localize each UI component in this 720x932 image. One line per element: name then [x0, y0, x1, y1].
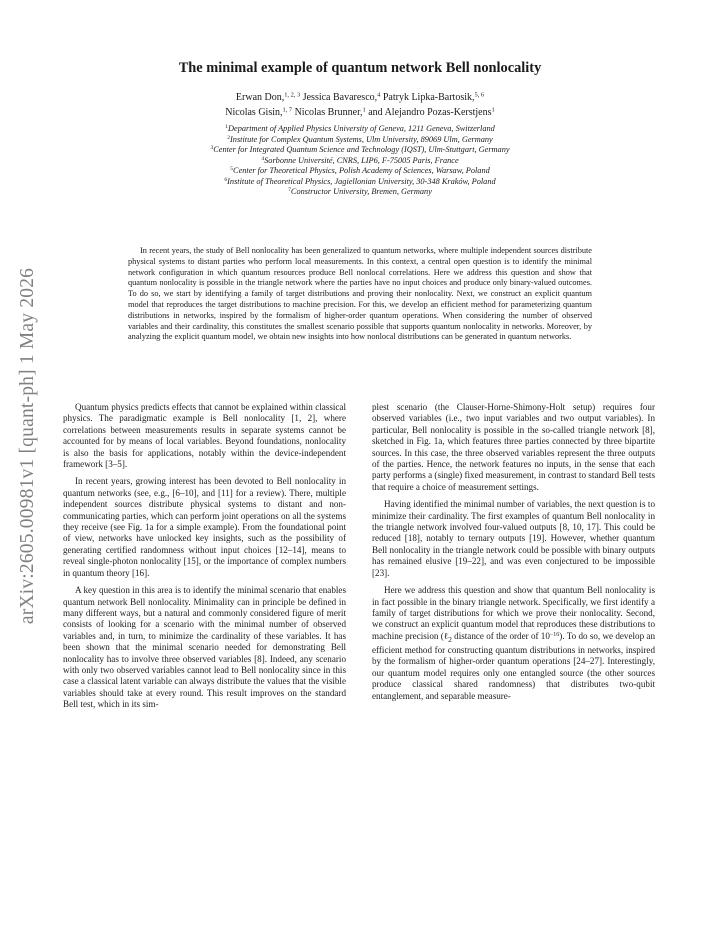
- affiliation-number: 2: [227, 134, 231, 141]
- author-name: and Alejandro Pozas-Kerstjens: [368, 107, 492, 118]
- affiliation-number: 4: [261, 155, 265, 162]
- affiliation-text: Institute of Theoretical Physics, Jagiellonian University, 30-348 Kraków, Poland: [227, 176, 496, 186]
- affiliation-number: 1: [225, 124, 229, 130]
- affiliation-number: 3: [210, 145, 214, 151]
- body-paragraph: In recent years, growing interest has been devoted to Bell nonlocality in quantum networks (see, e.g., [6–10], and [11] for a review). There, multiple independent sources distribute physical systems to distant and non-communicating parties, which can perform joint operations on all the systems they receive (see Fig. 1a for a simple example). From the foundational point of view, networks have unlocked key insights, such as the possibility of generating certified randomness without input choices [12–14], means to reveal single-photon nonlocality [15], or the importance of complex numbers in quantum theory [16].: [63, 476, 346, 578]
- body-paragraph: Quantum physics predicts effects that cannot be explained within classical physics. The paradigmatic example is Bell nonlocality [1, 2], where correlations between measurements results in separate systems cannot be accounted for by means of local variables. Beyond foundations, nonlocality is also the basis for applications, notably within the device-independent framework [3–5].: [63, 402, 346, 470]
- arxiv-identifier-stamp: [6, 236, 50, 656]
- affiliation: [110, 135, 610, 146]
- affiliation-text: Center for Theoretical Physics, Polish Academy of Sciences, Warsaw, Poland: [233, 166, 490, 175]
- affiliation-text: Institute for Complex Quantum Systems, Ulm University, 89069 Ulm, Germany: [230, 134, 493, 144]
- affiliation-number: 7: [288, 187, 291, 193]
- body-paragraph-continued: plest scenario (the Clauser-Horne-Shimony-Holt setup) requires four observed variables (i.e., two input variables and two output variables). In particular, Bell nonlocality is possible in the so-called triangle network [8], sketched in Fig. 1a, which features three parties connected by three bipartite sources. In this case, the three observed variables represent the three outputs of the parties. Hence, the network features no inputs, in the sense that each party performs a (single) fixed measurement, in contrast to standard Bell tests that require a choice of measurement settings.: [372, 402, 655, 492]
- body-paragraph: [372, 585, 655, 702]
- author-name: Nicolas Brunner,: [294, 107, 363, 118]
- body-paragraph: Having identified the minimal number of variables, the next question is to minimize their cardinality. The first examples of quantum Bell nonlocality in the triangle network involved four-valued outputs [8, 10, 17]. This could be reduced [18], notably to ternary outputs [19]. However, whether quantum Bell nonlocality in the triangle network could be possible with binary outputs has remained elusive [19–22], and was even conjectured to be impossible [23].: [372, 499, 655, 578]
- abstract-paragraph: In recent years, the study of Bell nonlocality has been generalized to quantum networks, where multiple independent sources distribute physical systems to distant parties who perform local measurements. In this context, a central open question is to identify the minimal network configuration in which quantum resources produce Bell nonlocal correlations. Here we address this question and show that quantum nonlocality is possible in the triangle network where the parties have no input choices and produce only binary-valued outcomes. To do so, we start by identifying a family of target distributions and proving their nonlocality. Next, we construct an explicit quantum model that reproduces the target distributions to machine precision. For this, we develop an efficient method for parameterizing quantum distributions in networks, inspired by the formalism of higher-order quantum operations. When considering the number of observed variables and their cardinality, this constitutes the smallest scenario possible that supports quantum nonlocality in networks. Moreover, by analyzing the explicit quantum model, we obtain new insights into how nonlocal distributions can be generated in quantum networks.: [128, 246, 592, 342]
- paper-title: The minimal example of quantum network Bell nonlocality: [178, 60, 542, 76]
- author-affiliation-marker: 1, 2, 3: [284, 91, 301, 99]
- affiliation-text: Department of Applied Physics University of Geneva, 1211 Geneva, Switzerland: [228, 124, 495, 133]
- author-affiliation-marker: 1, 7: [282, 106, 293, 114]
- arxiv-identifier-text: arXiv:2605.00981v1 [quant-ph] 1 May 2026: [17, 267, 38, 625]
- author-name: Patryk Lipka-Bartosik,: [382, 92, 475, 103]
- exponent: −16: [549, 631, 560, 638]
- affiliation: [110, 166, 610, 177]
- author-affiliation-marker: 5, 6: [474, 91, 485, 99]
- affiliation-number: 5: [230, 166, 234, 172]
- norm-subscript: 2: [448, 634, 452, 644]
- affiliation-text: Sorbonne Université, CNRS, LIP6, F-75005 Paris, France: [264, 155, 459, 165]
- affiliation: [110, 145, 610, 156]
- affiliation: [110, 156, 610, 167]
- author-affiliation-marker: 1: [362, 106, 366, 114]
- affiliation-list: [110, 124, 610, 198]
- author-affiliation-marker: 1: [491, 106, 495, 114]
- affiliation: [110, 187, 610, 198]
- author-name: Nicolas Gisin,: [225, 107, 283, 118]
- body-column-left: [63, 402, 346, 717]
- affiliation-text: Constructor University, Bremen, Germany: [290, 187, 432, 196]
- affiliation-number: 6: [224, 176, 228, 183]
- paragraph-text: distance of the order of 10: [451, 630, 550, 641]
- paragraph-text: Here we address this question and show that quantum Bell nonlocality is in fact possible in the binary triangle network. Specifically, we first identify a family of target distributions for which we prove their nonlocality. Second, we construct an explicit quantum model that reproduces these distributions to machine precision (ℓ: [372, 585, 655, 641]
- affiliation: [110, 177, 610, 188]
- author-list: [120, 90, 600, 120]
- author-affiliation-marker: 4: [377, 91, 381, 99]
- author-row-2: [120, 105, 600, 120]
- affiliation: [110, 124, 610, 135]
- body-column-right: [372, 402, 655, 708]
- author-name: Erwan Don,: [235, 92, 285, 103]
- author-row-1: [120, 90, 600, 105]
- paragraph-text: ). To do so, we develop an efficient method for constructing quantum distributions in networks, inspired by the formalism of higher-order quantum operations [24–27]. Interestingly, our quantum model requires only one entangled source (the other sources produce classical shared randomness) that distributes two-qubit entanglement, and separable measure-: [372, 630, 655, 701]
- affiliation-text: Center for Integrated Quantum Science and Technology (IQST), Ulm-Stuttgart, Germany: [213, 145, 510, 154]
- author-name: Jessica Bavaresco,: [302, 92, 378, 103]
- body-paragraph: A key question in this area is to identify the minimal scenario that enables quantum network Bell nonlocality. Minimality can in principle be defined in many different ways, but a natural and commonly considered figure of merit consists of looking for a scenario with the minimal number of observed variables and, in turn, to minimize the cardinality of these variables. It has been shown that the minimal scenario needed for demonstrating Bell nonlocality has to involve three observed variables [8]. Indeed, any scenario with only two observed variables cannot lead to Bell nonlocality since in this case a classical latent variable can always distribute the values that the visible variables should take at every round. This result improves on the standard Bell test, which in its sim-: [63, 585, 346, 710]
